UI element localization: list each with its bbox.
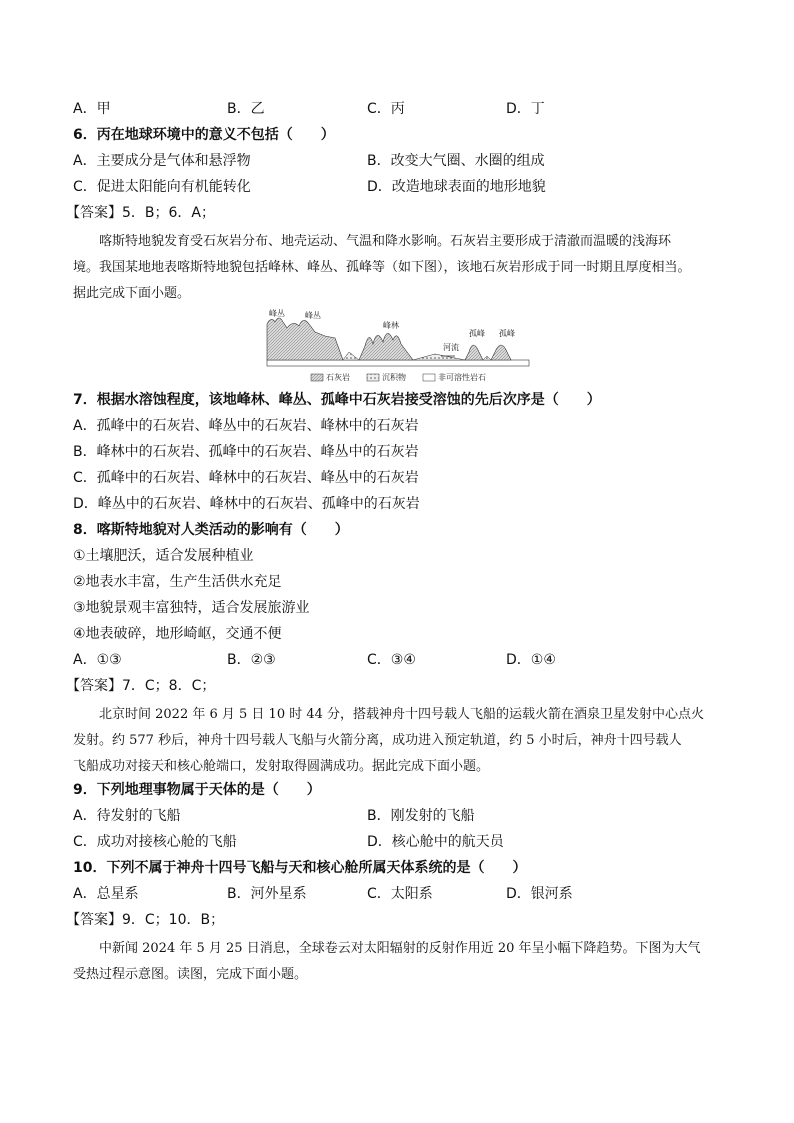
q7-option-c: C．孤峰中的石灰岩、峰林中的石灰岩、峰丛中的石灰岩 <box>73 470 419 486</box>
passage-karst-line: 据此完成下面小题。 <box>73 286 191 301</box>
passage-shenzhou-line: 发射。约 577 秒后，神舟十四号载人飞船与火箭分离，成功进入预定轨道，约 5 小时后，神舟十四号载人 <box>73 733 682 748</box>
label-river: 河流 <box>443 343 459 352</box>
legend-sediment: 沉积物 <box>382 373 406 382</box>
passage-shenzhou <box>73 702 723 780</box>
q6-stem: 6．丙在地球环境中的意义不包括（ ） <box>73 127 335 143</box>
q8-option-c: C．③④ <box>367 652 416 668</box>
q5-options <box>73 99 733 119</box>
q9-option-d: D．核心舱中的航天员 <box>367 834 504 850</box>
q9-option-a: A．待发射的飞船 <box>73 808 181 824</box>
q9-options-row1 <box>73 806 733 826</box>
passage-cloud <box>73 936 723 988</box>
legend-limestone: 石灰岩 <box>326 373 350 382</box>
q5-option-d: D．丁 <box>506 101 545 117</box>
label-gufeng-1: 孤峰 <box>469 329 485 338</box>
q8-item-3: ③地貌景观丰富独特，适合发展旅游业 <box>73 600 310 616</box>
nonsoluble-rock-layer <box>267 360 529 366</box>
passage-shenzhou-line: 飞船成功对接天和核心舱端口，发射取得圆满成功。据此完成下面小题。 <box>73 759 490 774</box>
q9-option-c: C．成功对接核心舱的飞船 <box>73 834 237 850</box>
q8-options <box>73 650 733 670</box>
legend-limestone-swatch <box>311 374 323 381</box>
q8-stem: 8．喀斯特地貌对人类活动的影响有（ ） <box>73 522 349 538</box>
answer-5-6: 【答案】5．B；6．A； <box>66 205 215 221</box>
q7-option-b: B．峰林中的石灰岩、孤峰中的石灰岩、峰丛中的石灰岩 <box>73 444 419 460</box>
passage-karst <box>73 229 723 307</box>
passage-shenzhou-line: 北京时间 2022 年 6 月 5 日 10 时 44 分，搭载神舟十四号载人飞船的运载火箭在酒泉卫星发射中心点火 <box>99 707 705 722</box>
q7-stem: 7．根据水溶蚀程度，该地峰林、峰丛、孤峰中石灰岩接受溶蚀的先后次序是（ ） <box>73 392 601 408</box>
q7-option-d: D．峰丛中的石灰岩、峰林中的石灰岩、孤峰中的石灰岩 <box>73 496 420 512</box>
legend-nonsoluble: 非可溶性岩石 <box>438 373 486 382</box>
q6-options-row1 <box>73 151 733 171</box>
legend-sediment-swatch <box>367 374 379 381</box>
q9-options-row2 <box>73 832 733 852</box>
label-fengcong-1: 峰丛 <box>269 309 285 318</box>
label-fengcong-2: 峰丛 <box>305 311 321 320</box>
q8-option-b: B．②③ <box>227 652 276 668</box>
q8-item-2: ②地表水丰富，生产生活供水充足 <box>73 574 282 590</box>
answer-7-8: 【答案】7．C；8．C； <box>66 678 216 694</box>
karst-landform-diagram <box>265 308 535 386</box>
label-gufeng-2: 孤峰 <box>499 329 515 338</box>
passage-cloud-line: 中新闻 2024 年 5 月 25 日消息，全球卷云对太阳辐射的反射作用近 20 年呈小幅下降趋势。下图为大气 <box>99 941 701 956</box>
q8-item-1: ①土壤肥沃，适合发展种植业 <box>73 548 254 564</box>
passage-karst-line: 境。我国某地地表喀斯特地貌包括峰林、峰丛、孤峰等（如下图），该地石灰岩形成于同一时期且厚度相当。 <box>73 260 691 275</box>
q8-option-a: A．①③ <box>73 652 122 668</box>
q6-option-b: B．改变大气圈、水圈的组成 <box>367 153 545 169</box>
q8-item-4: ④地表破碎，地形崎岖，交通不便 <box>73 626 282 642</box>
q5-option-c: C．丙 <box>367 101 405 117</box>
q10-option-a: A．总星系 <box>73 886 139 902</box>
q6-options-row2 <box>73 177 733 197</box>
q10-options <box>73 884 733 904</box>
q8-option-d: D．①④ <box>506 652 556 668</box>
q9-stem: 9．下列地理事物属于天体的是（ ） <box>73 782 321 798</box>
q7-option-a: A．孤峰中的石灰岩、峰丛中的石灰岩、峰林中的石灰岩 <box>73 418 419 434</box>
q5-option-a: A．甲 <box>73 101 111 117</box>
q10-option-c: C．太阳系 <box>367 886 433 902</box>
label-fenglin: 峰林 <box>383 321 399 330</box>
q5-option-b: B．乙 <box>227 101 265 117</box>
q10-option-b: B．河外星系 <box>227 886 307 902</box>
answer-9-10: 【答案】9．C；10．B； <box>66 912 225 928</box>
q6-option-c: C．促进太阳能向有机能转化 <box>73 179 251 195</box>
q9-option-b: B．刚发射的飞船 <box>367 808 475 824</box>
passage-karst-line: 喀斯特地貌发育受石灰岩分布、地壳运动、气温和降水影响。石灰岩主要形成于清澈而温暖的浅海环 <box>99 234 672 249</box>
passage-cloud-line: 受热过程示意图。读图，完成下面小题。 <box>73 967 308 982</box>
q10-stem: 10．下列不属于神舟十四号飞船与天和核心舱所属天体系统的是（ ） <box>73 860 527 876</box>
q10-option-d: D．银河系 <box>506 886 573 902</box>
legend-nonsoluble-swatch <box>423 374 435 381</box>
q6-option-d: D．改造地球表面的地形地貌 <box>367 179 546 195</box>
q6-option-a: A．主要成分是气体和悬浮物 <box>73 153 251 169</box>
